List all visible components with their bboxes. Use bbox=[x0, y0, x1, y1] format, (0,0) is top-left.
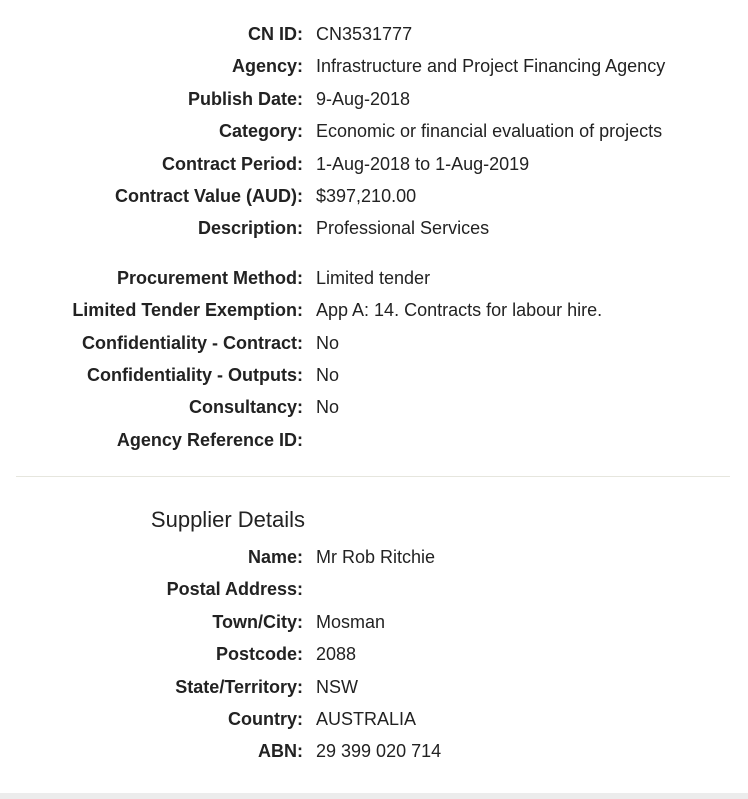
supplier-details-section bbox=[0, 541, 748, 768]
abn-label: ABN: bbox=[258, 741, 303, 762]
town-city-value: Mosman bbox=[316, 611, 386, 632]
procurement-method-value: Limited tender bbox=[316, 267, 431, 288]
field-agency-reference-id bbox=[0, 424, 748, 456]
contract-value-value: $397,210.00 bbox=[316, 185, 417, 206]
description-value: Professional Services bbox=[316, 218, 490, 239]
field-confidentiality-outputs bbox=[0, 359, 748, 391]
country-value: AUSTRALIA bbox=[316, 708, 417, 729]
field-procurement-method bbox=[0, 262, 748, 294]
field-country bbox=[0, 703, 748, 735]
category-label: Category: bbox=[218, 121, 303, 142]
field-consultancy bbox=[0, 391, 748, 423]
publish-date-label: Publish Date: bbox=[187, 88, 303, 109]
cn-id-label: CN ID: bbox=[248, 24, 303, 44]
confidentiality-contract-value: No bbox=[316, 332, 340, 353]
limited-tender-exemption-label: Limited Tender Exemption: bbox=[72, 300, 303, 321]
confidentiality-contract-label: Confidentiality - Contract: bbox=[82, 332, 303, 353]
field-cn-id bbox=[0, 18, 748, 50]
group-spacer bbox=[0, 245, 748, 262]
state-territory-value: NSW bbox=[316, 676, 358, 697]
country-label: Country: bbox=[228, 708, 303, 729]
supplier-name-label: Name: bbox=[247, 547, 303, 567]
consultancy-value: No bbox=[316, 397, 340, 418]
contract-period-label: Contract Period: bbox=[161, 153, 303, 174]
postcode-label: Postcode: bbox=[215, 644, 303, 665]
state-territory-label: State/Territory: bbox=[175, 676, 303, 697]
category-value: Economic or financial evaluation of projects bbox=[316, 121, 663, 142]
field-town-city bbox=[0, 606, 748, 638]
agency-value: Infrastructure and Project Financing Agency bbox=[316, 56, 666, 77]
confidentiality-outputs-label: Confidentiality - Outputs: bbox=[87, 364, 303, 385]
field-contract-value bbox=[0, 180, 748, 212]
contract-details-section bbox=[0, 18, 748, 456]
field-postcode bbox=[0, 638, 748, 670]
section-divider bbox=[16, 476, 730, 477]
procurement-method-label: Procurement Method: bbox=[116, 267, 303, 288]
confidentiality-outputs-value: No bbox=[316, 364, 340, 385]
field-postal-address bbox=[0, 573, 748, 605]
postal-address-label: Postal Address: bbox=[166, 579, 303, 600]
agency-label: Agency: bbox=[231, 56, 303, 77]
supplier-details-heading: Supplier Details bbox=[150, 507, 305, 532]
supplier-name-value: Mr Rob Ritchie bbox=[316, 547, 436, 567]
contract-value-label: Contract Value (AUD): bbox=[114, 185, 303, 206]
field-agency bbox=[0, 50, 748, 82]
field-limited-tender-exemption bbox=[0, 294, 748, 326]
description-label: Description: bbox=[197, 218, 303, 239]
consultancy-label: Consultancy: bbox=[188, 397, 303, 418]
page-footer-band bbox=[0, 793, 748, 799]
field-contract-period bbox=[0, 148, 748, 180]
field-publish-date bbox=[0, 83, 748, 115]
publish-date-value: 9-Aug-2018 bbox=[316, 88, 411, 109]
field-confidentiality-contract bbox=[0, 327, 748, 359]
contract-period-value: 1-Aug-2018 to 1-Aug-2019 bbox=[316, 153, 530, 174]
limited-tender-exemption-value: App A: 14. Contracts for labour hire. bbox=[316, 300, 603, 321]
field-state-territory bbox=[0, 671, 748, 703]
town-city-label: Town/City: bbox=[212, 611, 303, 632]
cn-id-value: CN3531777 bbox=[316, 24, 413, 44]
abn-value: 29 399 020 714 bbox=[316, 741, 442, 762]
agency-reference-id-label: Agency Reference ID: bbox=[116, 429, 303, 450]
field-category bbox=[0, 115, 748, 147]
postcode-value: 2088 bbox=[316, 644, 357, 665]
field-supplier-name bbox=[0, 541, 748, 573]
field-description bbox=[0, 212, 748, 244]
field-abn bbox=[0, 735, 748, 767]
